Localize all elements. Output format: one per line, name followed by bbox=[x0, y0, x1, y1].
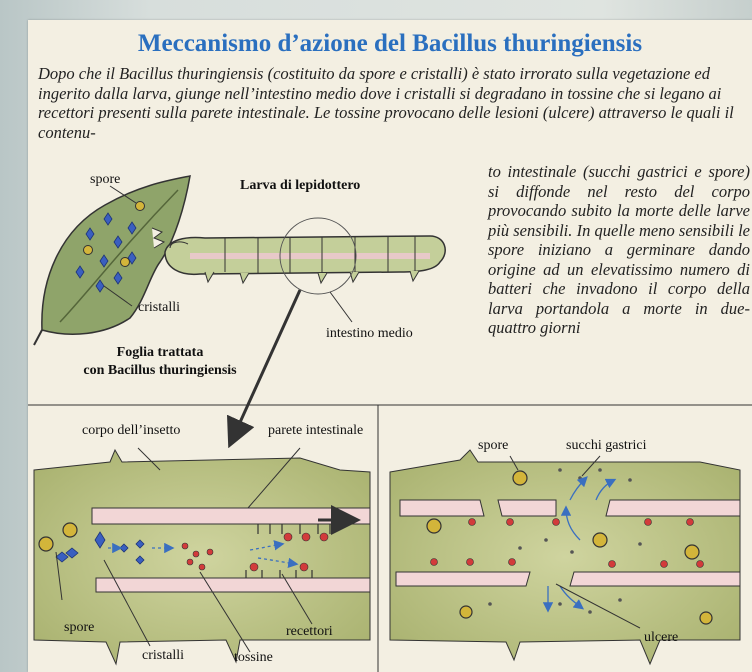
intro-text-right: to intestinale (succhi gastrici e spore) si diffonde nel resto del corpo provocando subito la morte delle larve più sensibili. In quelle meno sensibili le spore iniziano a germinare dando origine ad un elevatissimo numero di batteri che invadono il corpo della larva portandola a morte in due-quattro giorni bbox=[488, 162, 750, 337]
label-larva: Larva di lepidottero bbox=[240, 178, 361, 193]
tissue-section-right bbox=[390, 450, 740, 664]
label-foglia-line2: con Bacillus thuringiensis bbox=[83, 363, 237, 378]
label-parete-intestinale: parete intestinale bbox=[268, 423, 364, 438]
intestino-pointer bbox=[330, 292, 352, 322]
intro-text-left: Dopo che il Bacillus thuringiensis (costituito da spore e cristalli) è stato irrorato sulla vegetazione ed ingerito dalla larva, giunge nell’intestino medio dove i cristalli si degradano in tossine che si legano ai recettori presenti sulla parete intestinale. Le tossine provocano delle lesioni (ulcere) attraverso le quali il contenu- bbox=[38, 64, 734, 142]
label-spore-right: spore bbox=[478, 438, 509, 453]
label-cristalli-top: cristalli bbox=[138, 300, 180, 315]
label-spore-top: spore bbox=[90, 172, 121, 187]
label-intestino-medio: intestino medio bbox=[326, 326, 413, 341]
label-recettori: recettori bbox=[286, 624, 333, 639]
label-cristalli-bottom: cristalli bbox=[142, 648, 184, 663]
label-foglia-line1: Foglia trattata bbox=[116, 345, 204, 360]
label-spore-left: spore bbox=[64, 620, 95, 635]
larva-illustration bbox=[165, 218, 445, 294]
label-succhi-gastrici: succhi gastrici bbox=[566, 438, 647, 453]
label-corpo-insetto: corpo dell’insetto bbox=[82, 423, 181, 438]
label-ulcere: ulcere bbox=[644, 630, 679, 645]
figure-title: Meccanismo d’azione del Bacillus thuringiensis bbox=[137, 30, 643, 57]
label-tossine: tossine bbox=[234, 650, 273, 665]
